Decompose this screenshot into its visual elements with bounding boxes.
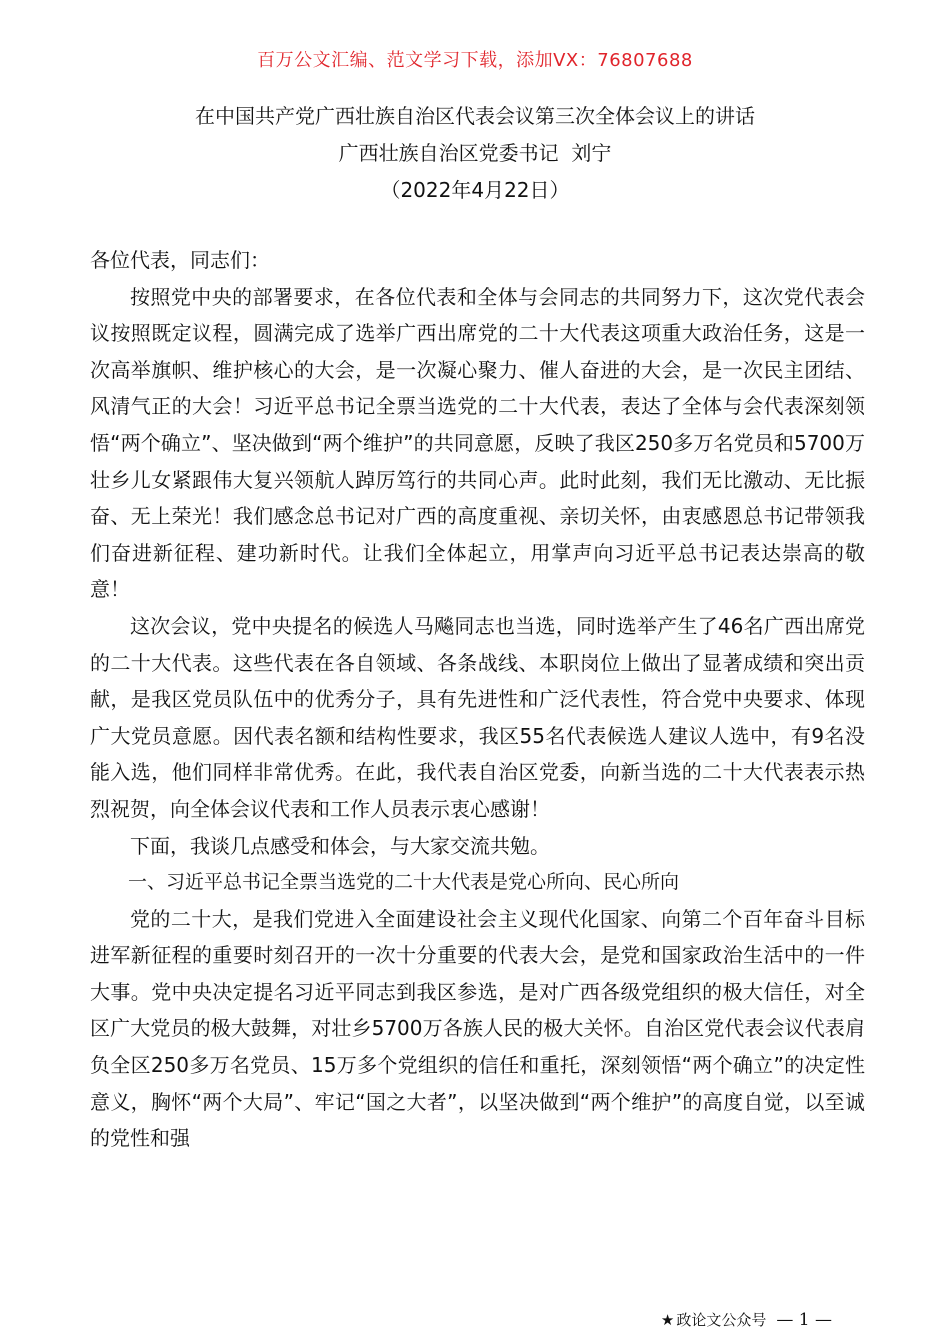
speaker-line: 广西壮族自治区党委书记 刘宁 bbox=[338, 141, 612, 165]
speech-date: （2022年4月22日） bbox=[380, 178, 570, 202]
speech-body bbox=[90, 242, 865, 1157]
section-heading-1: 一、习近平总书记全票当选党的二十大代表是党心所向、民心所向 bbox=[128, 871, 680, 894]
document-title-block bbox=[0, 98, 950, 209]
star-icon: ★ bbox=[660, 1311, 675, 1329]
paragraph-4: 党的二十大，是我们党进入全面建设社会主义现代化国家、向第二个百年奋斗目标进军新征程的重要时刻召开的一次十分重要的代表大会，是党和国家政治生活中的一件大事。党中央决定提名习近平同志到我区参选，是对广西各级党组织的极大信任，对全区广大党员的极大鼓舞，对壮乡5700万各族人民的极大关怀。自治区党代表会议代表肩负全区250多万名党员、15万多个党组织的信任和重托，深刻领悟“两个确立”的决定性意义，胸怀“两个大局”、牢记“国之大者”，以坚决做到“两个维护”的高度自觉，以至诚的党性和强 bbox=[90, 906, 865, 1151]
paragraph-3: 下面，我谈几点感受和体会，与大家交流共勉。 bbox=[130, 833, 550, 858]
speech-title: 在中国共产党广西壮族自治区代表会议第三次全体会议上的讲话 bbox=[195, 104, 755, 128]
footer-source: 政论文公众号 bbox=[676, 1311, 767, 1329]
page-number: — 1 — bbox=[776, 1310, 832, 1330]
paragraph-2: 这次会议，党中央提名的候选人马飚同志也当选，同时选举产生了46名广西出席党的二十大代表。这些代表在各自领域、各条战线、本职岗位上做出了显著成绩和突出贡献，是我区党员队伍中的优秀分子，具有先进性和广泛代表性，符合党中央要求、体现广大党员意愿。因代表名额和结构性要求，我区55名代表候选人建议人选中，有9名没能入选，他们同样非常优秀。在此，我代表自治区党委，向新当选的二十大代表表示热烈祝贺，向全体会议代表和工作人员表示衷心感谢！ bbox=[90, 613, 865, 821]
page-footer bbox=[661, 1309, 832, 1330]
salutation: 各位代表，同志们： bbox=[90, 248, 270, 272]
paragraph-1: 按照党中央的部署要求，在各位代表和全体与会同志的共同努力下，这次党代表会议按照既定议程，圆满完成了选举广西出席党的二十大代表这项重大政治任务，这是一次高举旗帜、维护核心的大会，是一次凝心聚力、催人奋进的大会，是一次民主团结、风清气正的大会！习近平总书记全票当选党的二十大代表，表达了全体与会代表深刻领悟“两个确立”、坚决做到“两个维护”的共同意愿，反映了我区250多万名党员和5700万壮乡儿女紧跟伟大复兴领航人踔厉笃行的共同心声。此时此刻，我们无比激动、无比振奋、无上荣光！我们感念总书记对广西的高度重视、亲切关怀，由衷感恩总书记带领我们奋进新征程、建功新时代。让我们全体起立，用掌声向习近平总书记表达崇高的敬意！ bbox=[90, 284, 865, 602]
watermark-banner: 百万公文汇编、范文学习下载，添加VX：76807688 bbox=[257, 50, 693, 71]
